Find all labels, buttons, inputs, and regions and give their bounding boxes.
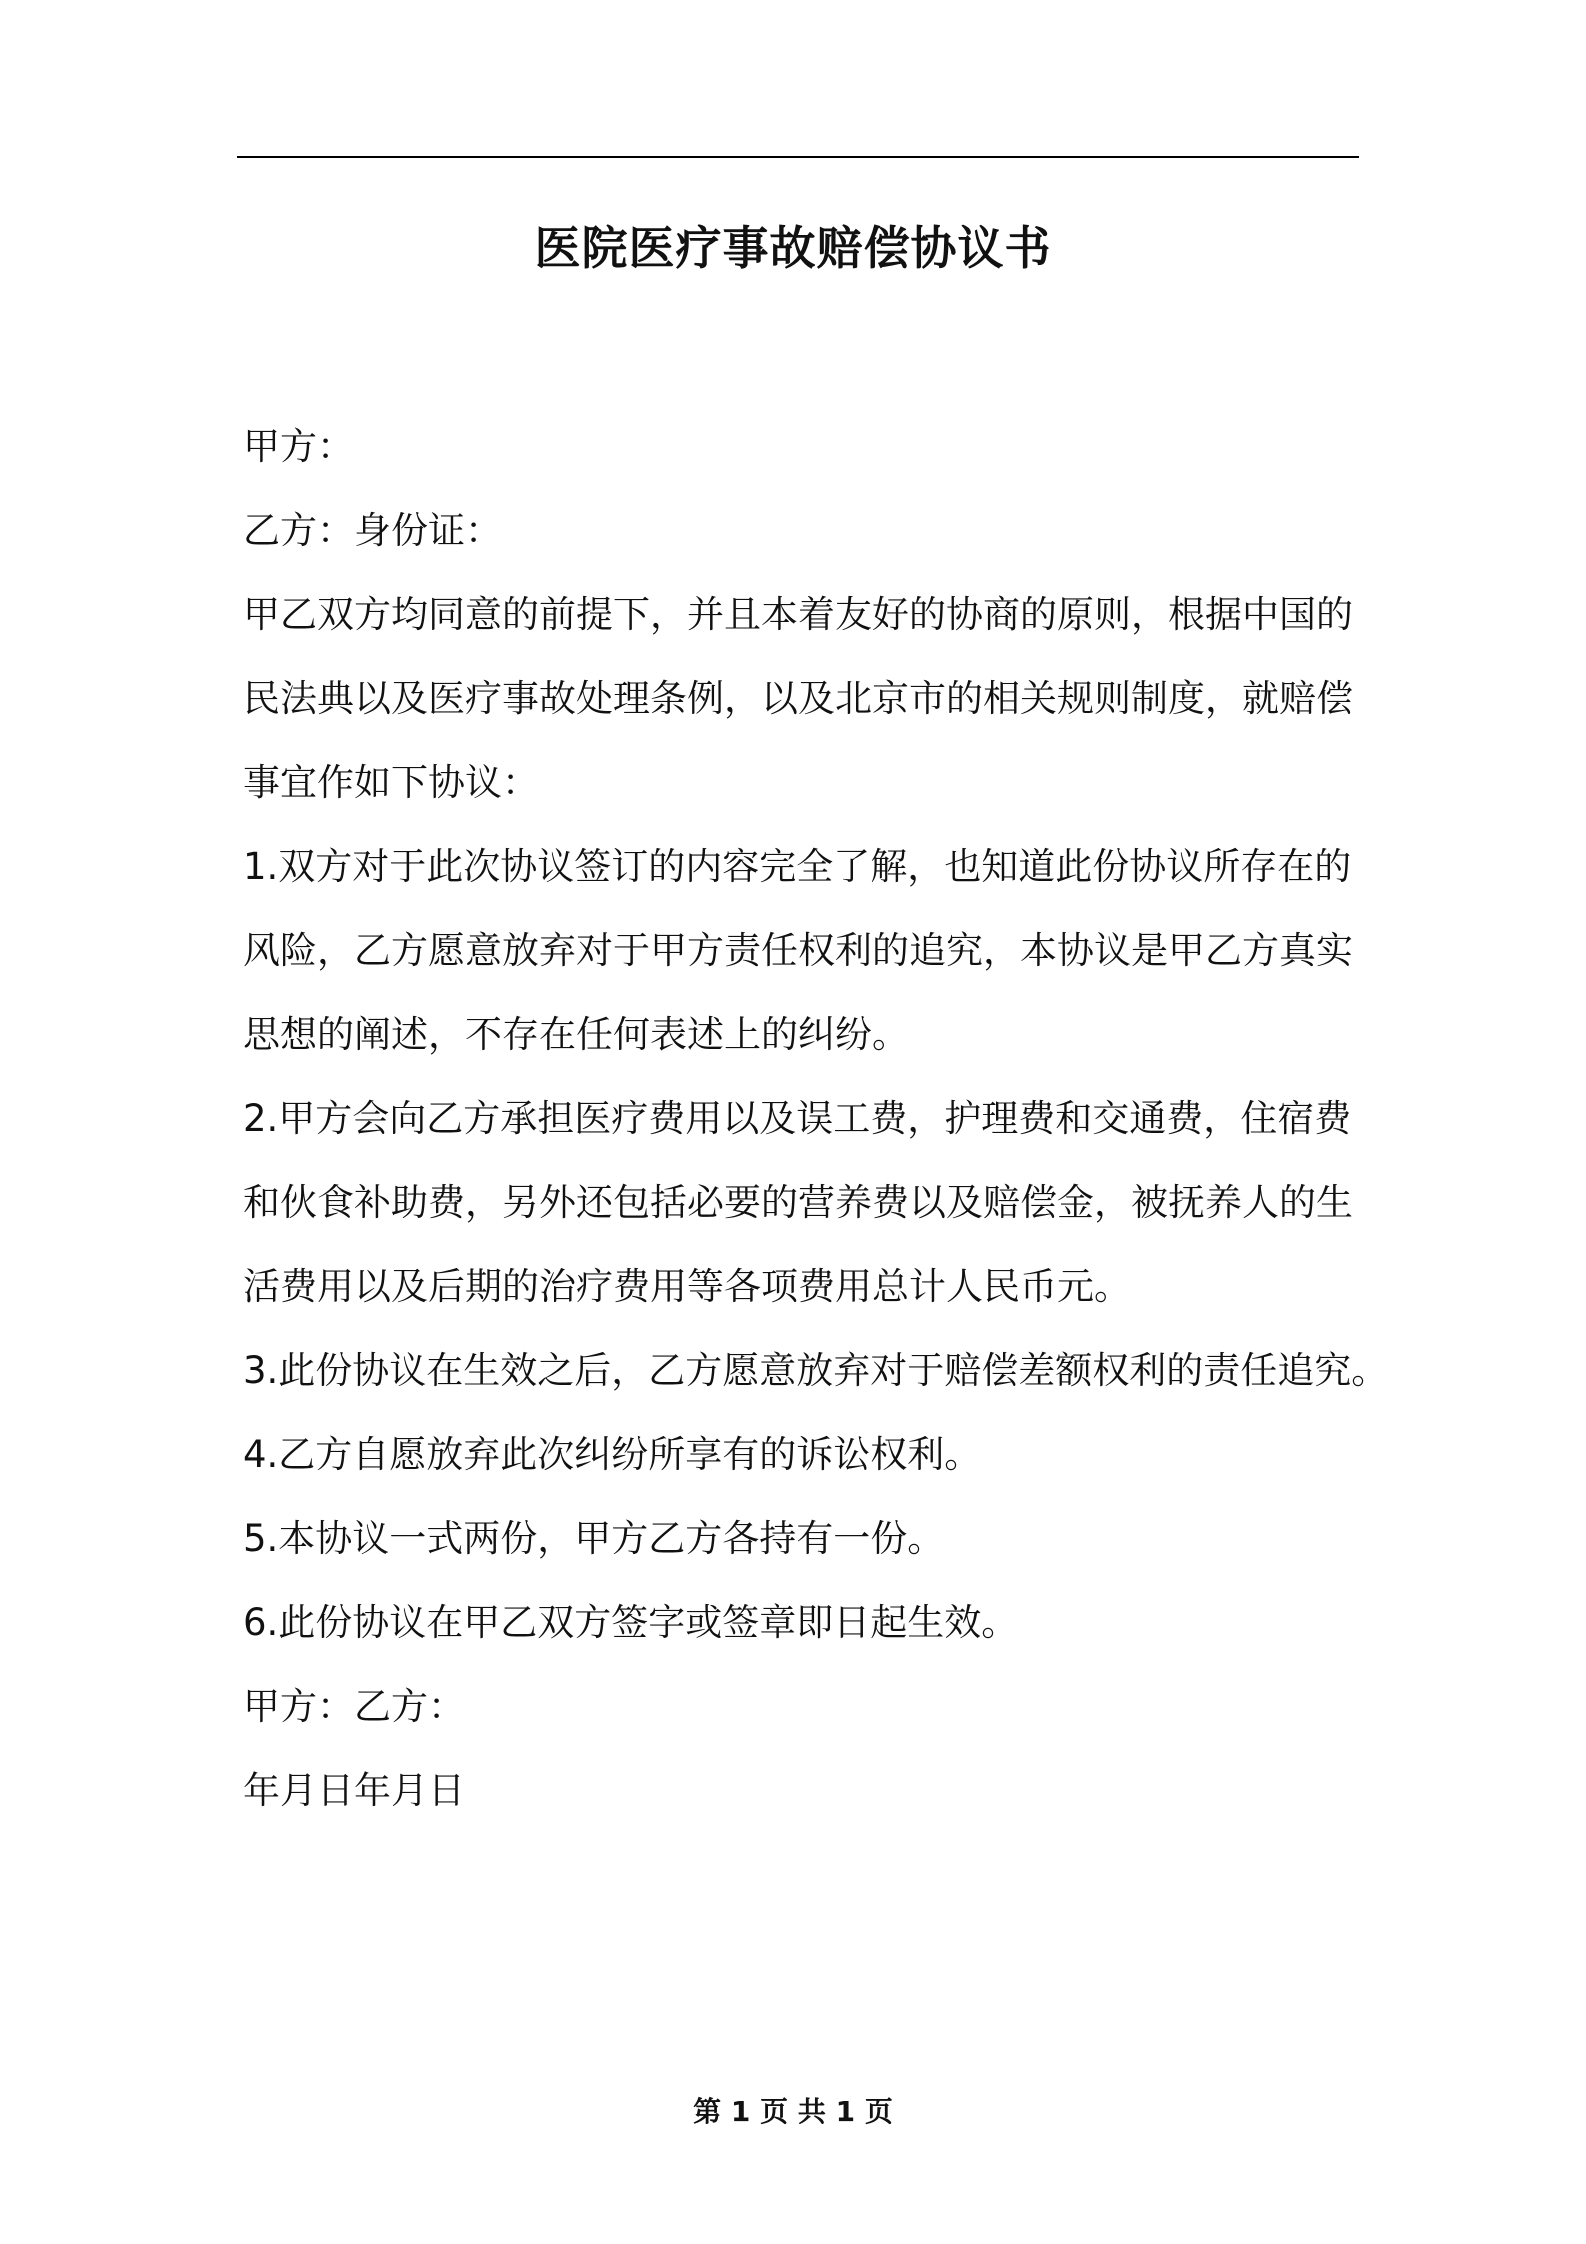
preamble-line-1: 甲乙双方均同意的前提下，并且本着友好的协商的原则，根据中国的 [243, 593, 1353, 636]
clause-2-line-3: 活费用以及后期的治疗费用等各项费用总计人民币元。 [243, 1265, 1131, 1308]
clause-1-line-2: 风险，乙方愿意放弃对于甲方责任权利的追究，本协议是甲乙方真实 [243, 929, 1353, 972]
document-title: 医院医疗事故赔偿协议书 [534, 221, 1052, 275]
date-line: 年月日年月日 [243, 1769, 465, 1812]
preamble-line-2: 民法典以及医疗事故处理条例，以及北京市的相关规则制度，就赔偿 [243, 677, 1353, 720]
clause-2-line-2: 和伙食补助费，另外还包括必要的营养费以及赔偿金，被抚养人的生 [243, 1181, 1353, 1224]
clause-1-line-1: 1.双方对于此次协议签订的内容完全了解，也知道此份协议所存在的 [243, 845, 1352, 888]
party-a-line: 甲方： [243, 425, 354, 468]
header-rule [237, 156, 1359, 158]
document-body [243, 405, 1389, 1833]
clause-5: 5.本协议一式两份，甲方乙方各持有一份。 [243, 1517, 945, 1560]
clause-1-line-3: 思想的阐述，不存在任何表述上的纠纷。 [243, 1013, 909, 1056]
party-b-line: 乙方：身份证： [243, 509, 502, 552]
page-footer: 第 1 页 共 1 页 [693, 2095, 893, 2128]
clause-3: 3.此份协议在生效之后，乙方愿意放弃对于赔偿差额权利的责任追究。 [243, 1349, 1389, 1392]
preamble-line-3: 事宜作如下协议： [243, 761, 539, 804]
clause-2-line-1: 2.甲方会向乙方承担医疗费用以及误工费，护理费和交通费，住宿费 [243, 1097, 1352, 1140]
clause-6: 6.此份协议在甲乙双方签字或签章即日起生效。 [243, 1601, 1019, 1644]
clause-4: 4.乙方自愿放弃此次纠纷所享有的诉讼权利。 [243, 1433, 982, 1476]
signature-line: 甲方：乙方： [243, 1685, 465, 1728]
